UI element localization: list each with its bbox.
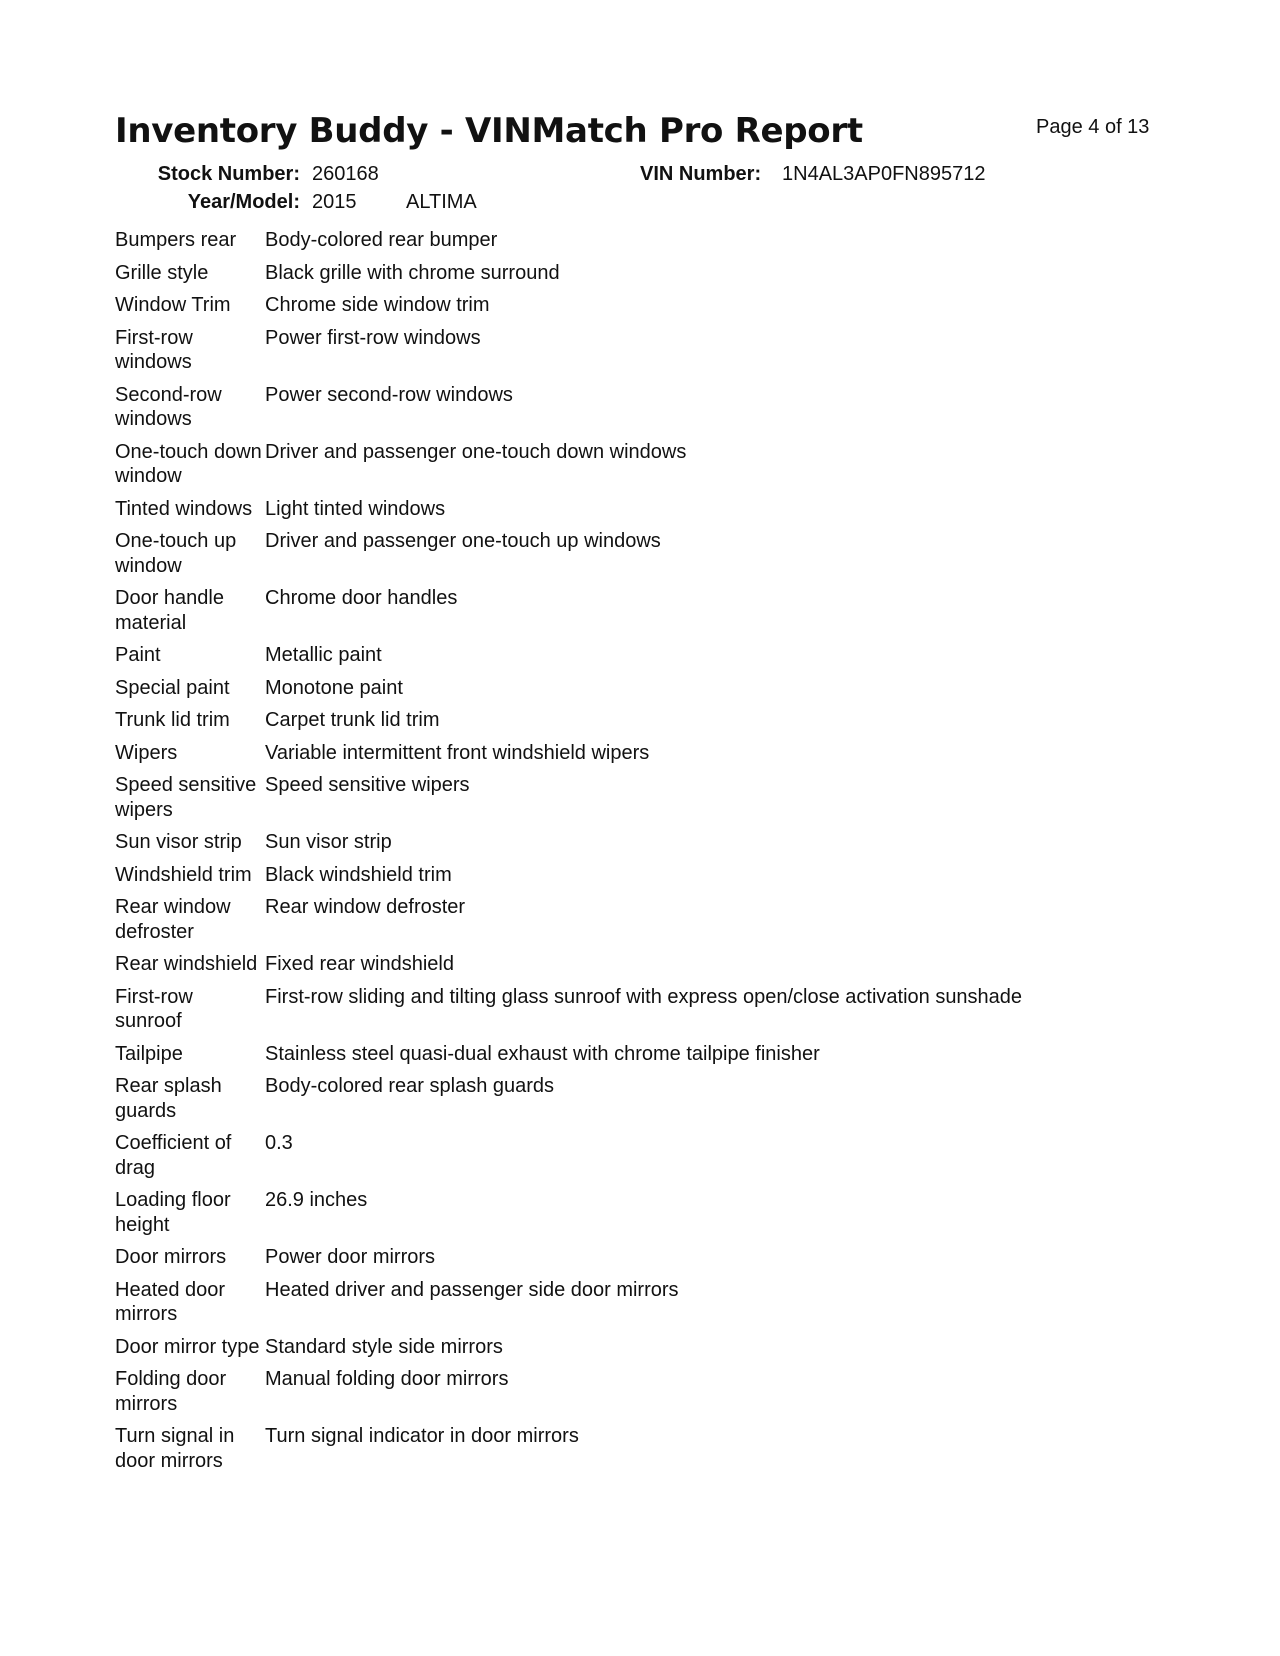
year-model-label: Year/Model: bbox=[187, 191, 300, 213]
spec-name: Door mirror type bbox=[115, 1335, 260, 1358]
spec-value: Sun visor strip bbox=[265, 831, 392, 853]
spec-name-cell bbox=[115, 952, 265, 985]
page-number: Page 4 of 13 bbox=[1036, 116, 1150, 138]
spec-row bbox=[115, 497, 1125, 530]
year-model-label-wrap bbox=[100, 191, 300, 214]
spec-name-cell bbox=[115, 586, 265, 643]
spec-name: Tinted windows bbox=[115, 497, 253, 520]
spec-name-cell bbox=[115, 228, 265, 261]
spec-name: First-row sunroof bbox=[115, 985, 193, 1032]
spec-name: Door mirrors bbox=[115, 1246, 227, 1268]
spec-name-cell bbox=[115, 497, 265, 530]
spec-name-cell bbox=[115, 1131, 265, 1188]
spec-name-cell bbox=[115, 643, 265, 676]
spec-name: Bumpers rear bbox=[115, 229, 237, 251]
spec-row bbox=[115, 529, 1125, 586]
spec-value: Rear window defroster bbox=[265, 896, 466, 918]
spec-value: Black grille with chrome surround bbox=[265, 261, 560, 284]
spec-value: Driver and passenger one-touch up windows bbox=[265, 530, 661, 552]
spec-row bbox=[115, 1278, 1125, 1335]
spec-row bbox=[115, 773, 1125, 830]
spec-row bbox=[115, 1367, 1125, 1424]
spec-value: Speed sensitive wipers bbox=[265, 774, 470, 796]
spec-name: Turn signal in door mirrors bbox=[115, 1425, 235, 1472]
spec-name-cell bbox=[115, 1278, 265, 1335]
spec-name: Grille style bbox=[115, 261, 209, 284]
spec-row bbox=[115, 261, 1125, 294]
spec-value: First-row sliding and tilting glass sunroof with express open/close activation sunshade bbox=[265, 985, 1023, 1008]
spec-name: Heated door mirrors bbox=[115, 1278, 226, 1325]
vin-number-label: VIN Number: bbox=[640, 163, 762, 185]
stock-number-label: Stock Number: bbox=[157, 163, 300, 185]
spec-value: Monotone paint bbox=[265, 676, 403, 699]
spec-name-cell bbox=[115, 326, 265, 383]
spec-name: Trunk lid trim bbox=[115, 709, 230, 731]
year-value: 2015 bbox=[312, 191, 357, 213]
spec-row bbox=[115, 293, 1125, 326]
spec-value: Chrome side window trim bbox=[265, 294, 490, 316]
spec-value: 26.9 inches bbox=[265, 1189, 368, 1211]
spec-name-cell bbox=[115, 293, 265, 326]
spec-row bbox=[115, 1188, 1125, 1245]
spec-name-cell bbox=[115, 863, 265, 896]
spec-table-body bbox=[115, 228, 1125, 1481]
spec-name-cell bbox=[115, 383, 265, 440]
spec-name-cell bbox=[115, 1367, 265, 1424]
spec-name-cell bbox=[115, 985, 265, 1042]
spec-name-cell bbox=[115, 529, 265, 586]
spec-row bbox=[115, 741, 1125, 774]
spec-name: Coefficient of drag bbox=[115, 1132, 232, 1179]
spec-row bbox=[115, 830, 1125, 863]
spec-name: One-touch up window bbox=[115, 530, 237, 577]
spec-row bbox=[115, 586, 1125, 643]
spec-name-cell bbox=[115, 1424, 265, 1481]
stock-number-value: 260168 bbox=[312, 163, 379, 185]
spec-row bbox=[115, 326, 1125, 383]
spec-row bbox=[115, 1245, 1125, 1278]
spec-row bbox=[115, 1335, 1125, 1368]
spec-name-cell bbox=[115, 1335, 265, 1368]
spec-row bbox=[115, 1074, 1125, 1131]
spec-name-cell bbox=[115, 895, 265, 952]
report-title: Inventory Buddy - VINMatch Pro Report bbox=[115, 111, 863, 151]
spec-value: 0.3 bbox=[265, 1132, 293, 1154]
spec-table bbox=[115, 228, 1125, 1481]
model-value: ALTIMA bbox=[406, 191, 477, 213]
spec-name: Rear window defroster bbox=[115, 896, 231, 943]
spec-name: Special paint bbox=[115, 676, 230, 699]
spec-name: One-touch down window bbox=[115, 440, 262, 487]
spec-name: Windshield trim bbox=[115, 863, 252, 886]
spec-value: Black windshield trim bbox=[265, 863, 452, 886]
spec-value: Metallic paint bbox=[265, 644, 382, 666]
spec-value: Stainless steel quasi-dual exhaust with chrome tailpipe finisher bbox=[265, 1042, 820, 1065]
spec-value: Power second-row windows bbox=[265, 383, 513, 406]
spec-name-cell bbox=[115, 440, 265, 497]
spec-name-cell bbox=[115, 773, 265, 830]
spec-value: Power door mirrors bbox=[265, 1246, 436, 1268]
stock-number-label-wrap bbox=[100, 163, 300, 186]
spec-value: Manual folding door mirrors bbox=[265, 1368, 509, 1390]
spec-name-cell bbox=[115, 1188, 265, 1245]
spec-value: Heated driver and passenger side door mirrors bbox=[265, 1278, 679, 1301]
spec-value: Carpet trunk lid trim bbox=[265, 709, 440, 731]
spec-name: Folding door mirrors bbox=[115, 1368, 227, 1415]
spec-name: First-row windows bbox=[115, 326, 193, 373]
spec-name-cell bbox=[115, 676, 265, 709]
spec-value: Driver and passenger one-touch down windows bbox=[265, 440, 687, 463]
spec-name-cell bbox=[115, 261, 265, 294]
spec-row bbox=[115, 228, 1125, 261]
spec-value: Turn signal indicator in door mirrors bbox=[265, 1425, 579, 1447]
spec-name-cell bbox=[115, 1245, 265, 1278]
spec-row bbox=[115, 708, 1125, 741]
spec-value: Body-colored rear bumper bbox=[265, 229, 498, 251]
spec-name: Sun visor strip bbox=[115, 831, 242, 853]
spec-name: Door handle material bbox=[115, 587, 224, 634]
spec-name: Loading floor height bbox=[115, 1189, 231, 1236]
spec-row bbox=[115, 863, 1125, 896]
spec-row bbox=[115, 383, 1125, 440]
spec-name: Wipers bbox=[115, 741, 178, 764]
spec-row bbox=[115, 676, 1125, 709]
spec-row bbox=[115, 643, 1125, 676]
spec-value: Fixed rear windshield bbox=[265, 953, 454, 975]
spec-row bbox=[115, 895, 1125, 952]
spec-row bbox=[115, 440, 1125, 497]
spec-value: Power first-row windows bbox=[265, 326, 481, 349]
spec-name-cell bbox=[115, 1042, 265, 1075]
spec-name-cell bbox=[115, 741, 265, 774]
spec-name-cell bbox=[115, 708, 265, 741]
spec-name: Speed sensitive wipers bbox=[115, 774, 257, 821]
spec-name-cell bbox=[115, 1074, 265, 1131]
spec-name: Rear splash guards bbox=[115, 1075, 222, 1122]
spec-name: Paint bbox=[115, 644, 161, 666]
spec-value: Body-colored rear splash guards bbox=[265, 1075, 555, 1097]
spec-row bbox=[115, 1042, 1125, 1075]
spec-value: Variable intermittent front windshield wipers bbox=[265, 741, 650, 764]
spec-value: Standard style side mirrors bbox=[265, 1335, 503, 1358]
spec-name: Second-row windows bbox=[115, 383, 222, 430]
spec-name: Window Trim bbox=[115, 294, 231, 316]
spec-name-cell bbox=[115, 830, 265, 863]
spec-row bbox=[115, 1424, 1125, 1481]
spec-row bbox=[115, 985, 1125, 1042]
vin-number-value: 1N4AL3AP0FN895712 bbox=[782, 163, 986, 185]
spec-value: Light tinted windows bbox=[265, 497, 446, 520]
spec-name: Tailpipe bbox=[115, 1042, 183, 1065]
spec-row bbox=[115, 952, 1125, 985]
spec-value: Chrome door handles bbox=[265, 587, 458, 609]
spec-name: Rear windshield bbox=[115, 953, 258, 975]
spec-row bbox=[115, 1131, 1125, 1188]
